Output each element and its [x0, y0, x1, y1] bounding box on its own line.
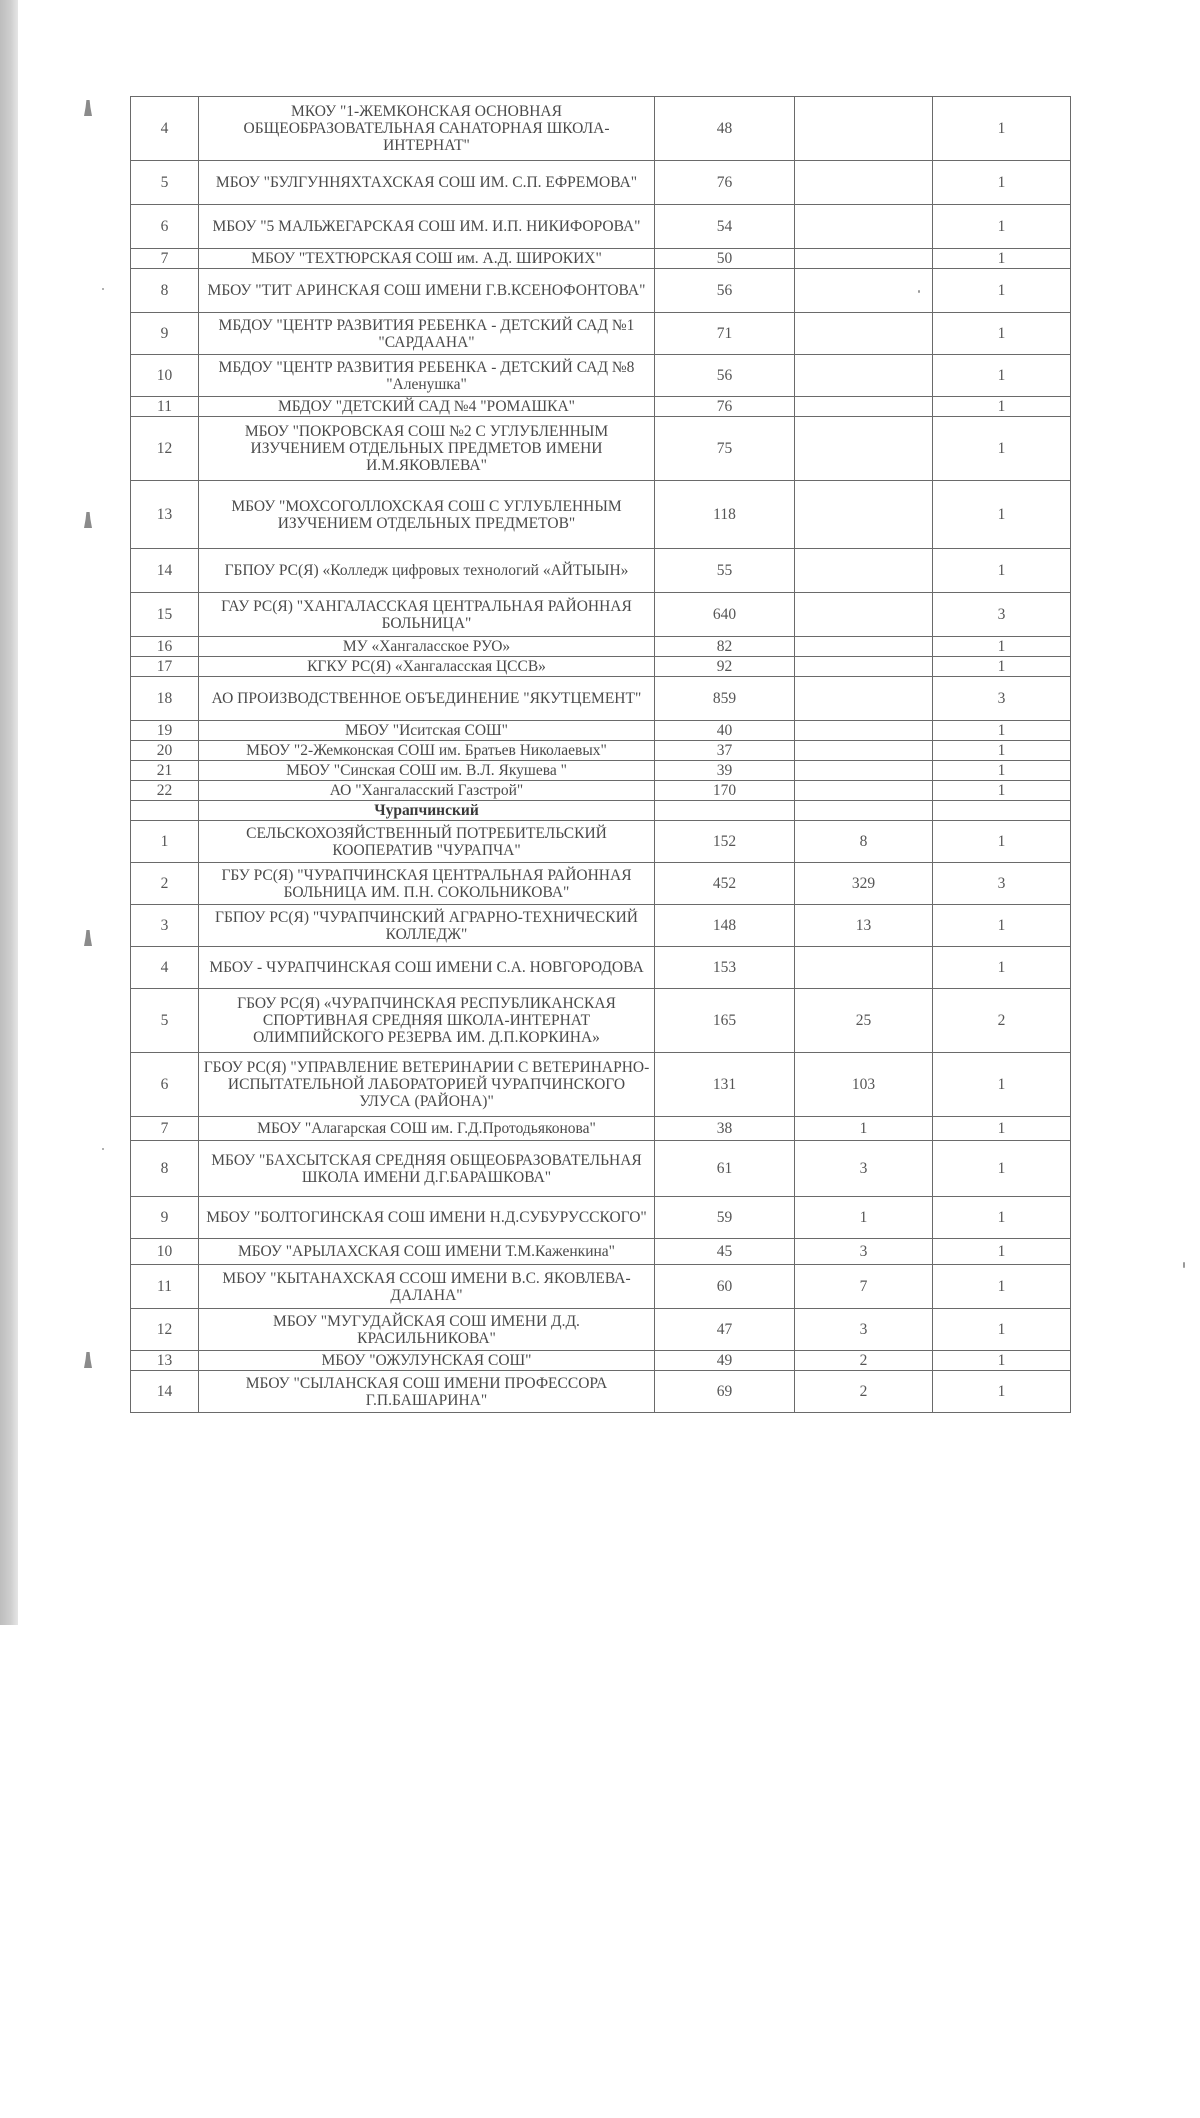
value-col-1: 50 — [655, 249, 795, 269]
scan-speck — [102, 288, 104, 290]
value-col-3: 1 — [933, 761, 1071, 781]
value-col-1: 165 — [655, 989, 795, 1053]
table-row — [131, 821, 1071, 863]
value-col-1: 47 — [655, 1309, 795, 1351]
table-row — [131, 97, 1071, 161]
value-col-1: 170 — [655, 781, 795, 801]
value-col-2: 103 — [795, 1053, 933, 1117]
value-col-1: 61 — [655, 1141, 795, 1197]
scan-speck — [102, 1148, 104, 1150]
value-col-3: 1 — [933, 1239, 1071, 1265]
binder-mark-icon — [84, 1352, 92, 1368]
row-number: 4 — [131, 947, 199, 989]
value-col-2 — [795, 417, 933, 481]
value-col-2: 3 — [795, 1141, 933, 1197]
table-row — [131, 947, 1071, 989]
organization-name: МУ «Хангаласское РУО» — [199, 637, 655, 657]
scan-speck — [1183, 1262, 1185, 1268]
value-col-1: 131 — [655, 1053, 795, 1117]
value-col-1: 859 — [655, 677, 795, 721]
value-col-3: 1 — [933, 947, 1071, 989]
organization-name: МКОУ "1-ЖЕМКОНСКАЯ ОСНОВНАЯ ОБЩЕОБРАЗОВАТЕЛЬНАЯ САНАТОРНАЯ ШКОЛА-ИНТЕРНАТ" — [199, 97, 655, 161]
organization-name: МБДОУ "ЦЕНТР РАЗВИТИЯ РЕБЕНКА - ДЕТСКИЙ САД №1 "САРДААНА" — [199, 313, 655, 355]
organization-name: МБОУ "АРЫЛАХСКАЯ СОШ ИМЕНИ Т.М.Каженкина" — [199, 1239, 655, 1265]
organization-name: МБОУ "2-Жемконская СОШ им. Братьев Николаевых" — [199, 741, 655, 761]
value-col-3: 1 — [933, 1265, 1071, 1309]
value-col-2: 13 — [795, 905, 933, 947]
value-col-2: 2 — [795, 1351, 933, 1371]
organization-name: МБОУ "ОЖУЛУНСКАЯ СОШ" — [199, 1351, 655, 1371]
organization-name: ГБОУ РС(Я) "УПРАВЛЕНИЕ ВЕТЕРИНАРИИ С ВЕТЕРИНАРНО-ИСПЫТАТЕЛЬНОЙ ЛАБОРАТОРИЕЙ ЧУРАПЧИНСКОГО УЛУСА (РАЙОНА)" — [199, 1053, 655, 1117]
table-section — [131, 801, 1071, 821]
organization-name: МБОУ "БАХСЫТСКАЯ СРЕДНЯЯ ОБЩЕОБРАЗОВАТЕЛЬНАЯ ШКОЛА ИМЕНИ Д.Г.БАРАШКОВА" — [199, 1141, 655, 1197]
value-col-1: 37 — [655, 741, 795, 761]
table-row — [131, 355, 1071, 397]
table-row — [131, 1053, 1071, 1117]
value-col-1: 640 — [655, 593, 795, 637]
row-number: 21 — [131, 761, 199, 781]
value-col-1: 55 — [655, 549, 795, 593]
row-number: 19 — [131, 721, 199, 741]
value-col-3: 1 — [933, 397, 1071, 417]
value-col-2 — [795, 721, 933, 741]
table-body-part2 — [131, 821, 1071, 1413]
value-col-3: 1 — [933, 1141, 1071, 1197]
row-number: 8 — [131, 269, 199, 313]
value-col-1: 92 — [655, 657, 795, 677]
value-col-3: 1 — [933, 205, 1071, 249]
value-col-2: 25 — [795, 989, 933, 1053]
table-row — [131, 481, 1071, 549]
value-col-1: 118 — [655, 481, 795, 549]
value-col-1: 76 — [655, 161, 795, 205]
value-col-3: 1 — [933, 249, 1071, 269]
value-col-1: 56 — [655, 355, 795, 397]
row-number: 14 — [131, 549, 199, 593]
value-col-1: 49 — [655, 1351, 795, 1371]
value-col-3: 2 — [933, 989, 1071, 1053]
organization-name: МБОУ "Алагарская СОШ им. Г.Д.Протодьяконова" — [199, 1117, 655, 1141]
value-col-2: 8 — [795, 821, 933, 863]
table-row — [131, 1141, 1071, 1197]
table-row — [131, 249, 1071, 269]
value-col-2 — [795, 205, 933, 249]
binder-mark-icon — [84, 512, 92, 528]
value-col-3: 1 — [933, 1371, 1071, 1413]
organization-name: МБОУ "БОЛТОГИНСКАЯ СОШ ИМЕНИ Н.Д.СУБУРУССКОГО" — [199, 1197, 655, 1239]
value-col-1: 71 — [655, 313, 795, 355]
table-row — [131, 637, 1071, 657]
value-col-2: 1 — [795, 1117, 933, 1141]
value-col-2 — [795, 781, 933, 801]
value-col-1: 39 — [655, 761, 795, 781]
organization-name: МБОУ "Иситская СОШ" — [199, 721, 655, 741]
section-row — [131, 801, 1071, 821]
table-row — [131, 1265, 1071, 1309]
table-row — [131, 677, 1071, 721]
table-row — [131, 205, 1071, 249]
table-row — [131, 905, 1071, 947]
table-row — [131, 657, 1071, 677]
organization-name: МБОУ - ЧУРАПЧИНСКАЯ СОШ ИМЕНИ С.А. НОВГОРОДОВА — [199, 947, 655, 989]
value-col-2: 1 — [795, 1197, 933, 1239]
value-col-2 — [795, 593, 933, 637]
value-col-2 — [795, 677, 933, 721]
value-col-3: 1 — [933, 741, 1071, 761]
organization-name: МБОУ "Синская СОШ им. В.Л. Якушева " — [199, 761, 655, 781]
value-col-3: 3 — [933, 677, 1071, 721]
value-col-2 — [795, 637, 933, 657]
table-row — [131, 1371, 1071, 1413]
organization-name: АО "Хангаласский Газстрой" — [199, 781, 655, 801]
table-row — [131, 781, 1071, 801]
row-number: 13 — [131, 481, 199, 549]
value-col-3: 1 — [933, 1117, 1071, 1141]
table-row — [131, 721, 1071, 741]
organization-name: ГБПОУ РС(Я) "ЧУРАПЧИНСКИЙ АГРАРНО-ТЕХНИЧЕСКИЙ КОЛЛЕДЖ" — [199, 905, 655, 947]
organization-name: СЕЛЬСКОХОЗЯЙСТВЕННЫЙ ПОТРЕБИТЕЛЬСКИЙ КООПЕРАТИВ "ЧУРАПЧА" — [199, 821, 655, 863]
value-col-3: 1 — [933, 97, 1071, 161]
table-body-part1 — [131, 97, 1071, 801]
value-col-3: 1 — [933, 905, 1071, 947]
organization-name: МБДОУ "ЦЕНТР РАЗВИТИЯ РЕБЕНКА - ДЕТСКИЙ САД №8 "Аленушка" — [199, 355, 655, 397]
binder-mark-icon — [84, 100, 92, 116]
value-col-3: 1 — [933, 355, 1071, 397]
organization-name: КГКУ РС(Я) «Хангаласская ЦССВ» — [199, 657, 655, 677]
value-col-1: 60 — [655, 1265, 795, 1309]
value-col-3: 1 — [933, 1197, 1071, 1239]
table-row — [131, 1309, 1071, 1351]
value-col-1: 75 — [655, 417, 795, 481]
value-col-2 — [795, 269, 933, 313]
value-col-1: 40 — [655, 721, 795, 741]
document-table — [130, 96, 1071, 1413]
table-row — [131, 1197, 1071, 1239]
organization-name: МБДОУ "ДЕТСКИЙ САД №4 "РОМАШКА" — [199, 397, 655, 417]
table-row — [131, 989, 1071, 1053]
value-col-1: 59 — [655, 1197, 795, 1239]
value-col-3: 3 — [933, 863, 1071, 905]
row-number: 12 — [131, 1309, 199, 1351]
value-col-2: 7 — [795, 1265, 933, 1309]
value-col-2 — [795, 161, 933, 205]
row-number: 12 — [131, 417, 199, 481]
organization-name: МБОУ "ПОКРОВСКАЯ СОШ №2 С УГЛУБЛЕННЫМ ИЗУЧЕНИЕМ ОТДЕЛЬНЫХ ПРЕДМЕТОВ ИМЕНИ И.М.ЯКОВЛЕВА" — [199, 417, 655, 481]
row-number: 3 — [131, 905, 199, 947]
value-col-2 — [795, 355, 933, 397]
value-col-3: 1 — [933, 781, 1071, 801]
value-col-1: 56 — [655, 269, 795, 313]
value-col-3: 3 — [933, 593, 1071, 637]
row-number: 6 — [131, 205, 199, 249]
value-col-2: 329 — [795, 863, 933, 905]
row-number: 1 — [131, 821, 199, 863]
row-number: 5 — [131, 161, 199, 205]
organization-name: АО ПРОИЗВОДСТВЕННОЕ ОБЪЕДИНЕНИЕ "ЯКУТЦЕМЕНТ" — [199, 677, 655, 721]
value-col-3: 1 — [933, 161, 1071, 205]
value-col-3: 1 — [933, 549, 1071, 593]
value-col-3: 1 — [933, 637, 1071, 657]
table-row — [131, 1351, 1071, 1371]
value-col-3: 1 — [933, 657, 1071, 677]
organization-name: МБОУ "5 МАЛЬЖЕГАРСКАЯ СОШ ИМ. И.П. НИКИФОРОВА" — [199, 205, 655, 249]
row-number: 9 — [131, 313, 199, 355]
value-col-2 — [795, 397, 933, 417]
table-row — [131, 269, 1071, 313]
row-number: 22 — [131, 781, 199, 801]
organization-name: ГБПОУ РС(Я) «Колледж цифровых технологий «АЙТЫЫН» — [199, 549, 655, 593]
value-col-2 — [795, 947, 933, 989]
table-row — [131, 549, 1071, 593]
row-number: 6 — [131, 1053, 199, 1117]
value-col-2: 2 — [795, 1371, 933, 1413]
value-col-1: 54 — [655, 205, 795, 249]
value-col-1: 82 — [655, 637, 795, 657]
row-number: 7 — [131, 249, 199, 269]
organization-name: МБОУ "СЫЛАНСКАЯ СОШ ИМЕНИ ПРОФЕССОРА Г.П.БАШАРИНА" — [199, 1371, 655, 1413]
table-row — [131, 1239, 1071, 1265]
organization-name: МБОУ "КЫТАНАХСКАЯ ССОШ ИМЕНИ В.С. ЯКОВЛЕВА-ДАЛАНА" — [199, 1265, 655, 1309]
section-spacer-cell — [655, 801, 795, 821]
value-col-2 — [795, 761, 933, 781]
row-number: 10 — [131, 355, 199, 397]
value-col-2 — [795, 97, 933, 161]
value-col-3: 1 — [933, 417, 1071, 481]
value-col-1: 48 — [655, 97, 795, 161]
row-number: 17 — [131, 657, 199, 677]
binder-mark-icon — [84, 930, 92, 946]
scan-edge-shadow — [0, 0, 18, 1625]
organization-name: МБОУ "ТЕХТЮРСКАЯ СОШ им. А.Д. ШИРОКИХ" — [199, 249, 655, 269]
value-col-2: 3 — [795, 1309, 933, 1351]
value-col-1: 148 — [655, 905, 795, 947]
organization-name: МБОУ "ТИТ АРИНСКАЯ СОШ ИМЕНИ Г.В.КСЕНОФОНТОВА" — [199, 269, 655, 313]
row-number: 16 — [131, 637, 199, 657]
value-col-1: 452 — [655, 863, 795, 905]
value-col-1: 76 — [655, 397, 795, 417]
value-col-3: 1 — [933, 821, 1071, 863]
row-number: 4 — [131, 97, 199, 161]
table-row — [131, 761, 1071, 781]
row-number: 8 — [131, 1141, 199, 1197]
value-col-2 — [795, 549, 933, 593]
value-col-3: 1 — [933, 313, 1071, 355]
row-number: 18 — [131, 677, 199, 721]
organization-name: МБОУ "БУЛГУННЯХТАХСКАЯ СОШ ИМ. С.П. ЕФРЕМОВА" — [199, 161, 655, 205]
table-row — [131, 1117, 1071, 1141]
value-col-2 — [795, 741, 933, 761]
value-col-3: 1 — [933, 721, 1071, 741]
value-col-2: 3 — [795, 1239, 933, 1265]
section-title: Чурапчинский — [199, 801, 655, 821]
value-col-3: 1 — [933, 1309, 1071, 1351]
value-col-1: 69 — [655, 1371, 795, 1413]
table-row — [131, 417, 1071, 481]
table-row — [131, 593, 1071, 637]
value-col-3: 1 — [933, 1053, 1071, 1117]
organization-name: ГБОУ РС(Я) «ЧУРАПЧИНСКАЯ РЕСПУБЛИКАНСКАЯ СПОРТИВНАЯ СРЕДНЯЯ ШКОЛА-ИНТЕРНАТ ОЛИМПИЙСКОГО РЕЗЕРВА ИМ. Д.П.КОРКИНА» — [199, 989, 655, 1053]
table-row — [131, 863, 1071, 905]
row-number: 7 — [131, 1117, 199, 1141]
value-col-3: 1 — [933, 1351, 1071, 1371]
value-col-2 — [795, 481, 933, 549]
row-number: 14 — [131, 1371, 199, 1413]
row-number: 10 — [131, 1239, 199, 1265]
section-spacer-cell — [131, 801, 199, 821]
row-number: 11 — [131, 1265, 199, 1309]
table-row — [131, 313, 1071, 355]
organization-name: МБОУ "МУГУДАЙСКАЯ СОШ ИМЕНИ Д.Д. КРАСИЛЬНИКОВА" — [199, 1309, 655, 1351]
row-number: 13 — [131, 1351, 199, 1371]
row-number: 20 — [131, 741, 199, 761]
row-number: 2 — [131, 863, 199, 905]
table-row — [131, 161, 1071, 205]
value-col-2 — [795, 657, 933, 677]
organization-name: МБОУ "МОХСОГОЛЛОХСКАЯ СОШ С УГЛУБЛЕННЫМ ИЗУЧЕНИЕМ ОТДЕЛЬНЫХ ПРЕДМЕТОВ" — [199, 481, 655, 549]
organization-name: ГАУ РС(Я) "ХАНГАЛАССКАЯ ЦЕНТРАЛЬНАЯ РАЙОННАЯ БОЛЬНИЦА" — [199, 593, 655, 637]
value-col-1: 152 — [655, 821, 795, 863]
row-number: 15 — [131, 593, 199, 637]
row-number: 5 — [131, 989, 199, 1053]
row-number: 9 — [131, 1197, 199, 1239]
value-col-1: 45 — [655, 1239, 795, 1265]
section-spacer-cell — [933, 801, 1071, 821]
row-number: 11 — [131, 397, 199, 417]
table-row — [131, 397, 1071, 417]
value-col-1: 38 — [655, 1117, 795, 1141]
value-col-2 — [795, 249, 933, 269]
table-row — [131, 741, 1071, 761]
section-spacer-cell — [795, 801, 933, 821]
value-col-3: 1 — [933, 269, 1071, 313]
organization-name: ГБУ РС(Я) "ЧУРАПЧИНСКАЯ ЦЕНТРАЛЬНАЯ РАЙОННАЯ БОЛЬНИЦА ИМ. П.Н. СОКОЛЬНИКОВА" — [199, 863, 655, 905]
value-col-2 — [795, 313, 933, 355]
value-col-1: 153 — [655, 947, 795, 989]
value-col-3: 1 — [933, 481, 1071, 549]
